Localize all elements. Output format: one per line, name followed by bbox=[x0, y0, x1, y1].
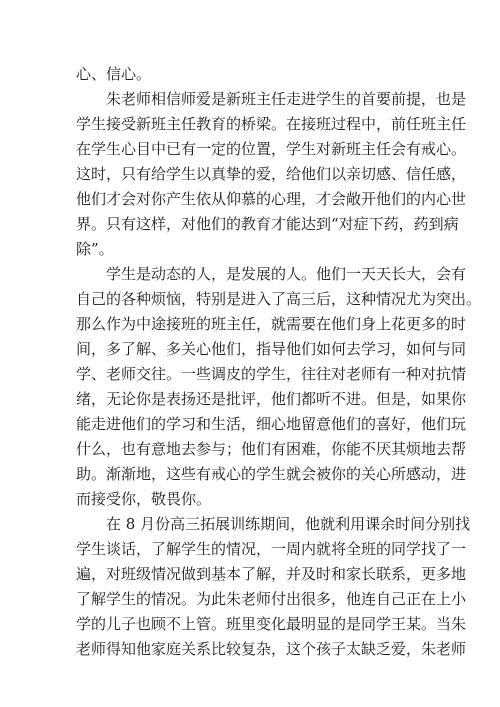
text-line: 遍，对班级情况做到基本了解，并及时和家长联系，更多地 bbox=[76, 565, 467, 583]
text-line: 在 8 月份高三拓展训练期间，他就利用课余时间分别找 bbox=[106, 515, 471, 533]
text-line: 他们才会对你产生依从仰慕的心理，才会敞开他们的内心世 bbox=[76, 190, 467, 208]
text-line: 了解学生的情况。为此朱老师付出很多，他连自己正在上小 bbox=[76, 590, 467, 608]
text-line: 学生是动态的人，是发展的人。他们一天天长大，会有 bbox=[106, 265, 467, 283]
text-line: 这时，只有给学生以真挚的爱，给他们以亲切感、信任感， bbox=[76, 165, 467, 183]
text-line: 心、信心。 bbox=[76, 65, 152, 83]
text-line: 在学生心目中已有一定的位置，学生对新班主任会有戒心。 bbox=[76, 140, 467, 158]
text-line: 除”。 bbox=[76, 240, 114, 258]
text-line: 学、老师交往。一些调皮的学生，往往对老师有一种对抗情 bbox=[76, 365, 467, 383]
text-line: 绪，无论你是表扬还是批评，他们都听不进。但是，如果你 bbox=[76, 390, 467, 408]
text-line: 界。只有这样，对他们的教育才能达到“对症下药，药到病 bbox=[76, 215, 459, 233]
text-line: 什么，也有意地去参与；他们有困难，你能不厌其烦地去帮 bbox=[76, 440, 467, 458]
text-line: 自己的各种烦恼，特别是进入了高三后，这种情况尤为突出。 bbox=[76, 290, 482, 308]
text-line: 那么作为中途接班的班主任，就需要在他们身上花更多的时 bbox=[76, 315, 467, 333]
text-line: 朱老师相信师爱是新班主任走进学生的首要前提，也是 bbox=[106, 90, 467, 108]
text-line: 间，多了解、多关心他们，指导他们如何去学习，如何与同 bbox=[76, 340, 467, 358]
text-line: 学的儿子也顾不上管。班里变化最明显的是同学王某。当朱 bbox=[76, 615, 467, 633]
text-line: 学生接受新班主任教育的桥梁。在接班过程中，前任班主任 bbox=[76, 115, 467, 133]
text-line: 学生谈话，了解学生的情况，一周内就将全班的同学找了一 bbox=[76, 540, 467, 558]
document-body bbox=[76, 62, 482, 662]
text-line: 而接受你，敬畏你。 bbox=[76, 490, 212, 508]
text-line: 老师得知他家庭关系比较复杂，这个孩子太缺乏爱，朱老师 bbox=[76, 640, 467, 658]
text-line: 能走进他们的学习和生活，细心地留意他们的喜好，他们玩 bbox=[76, 415, 467, 433]
text-line: 助。渐渐地，这些有戒心的学生就会被你的关心所感动，进 bbox=[76, 465, 467, 483]
